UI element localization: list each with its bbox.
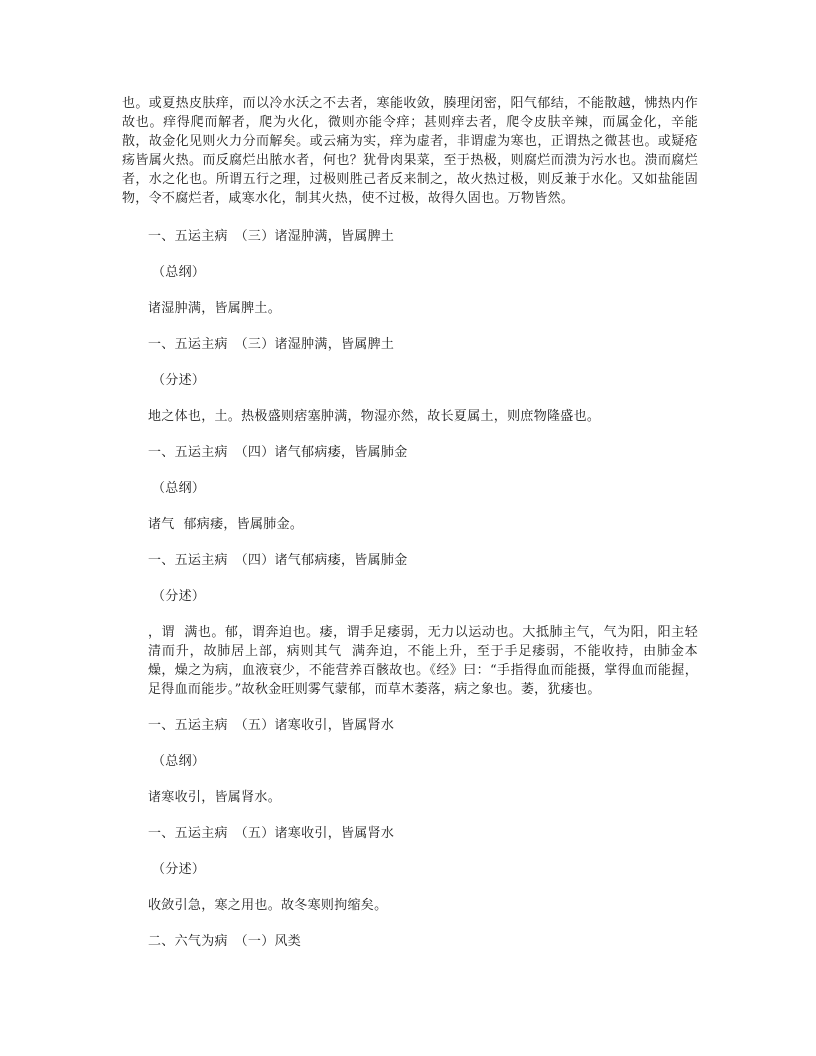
subheading-detail: （分述） bbox=[152, 862, 206, 877]
section-heading: 二、六气为病 （一）风类 bbox=[148, 934, 302, 949]
section-heading: 一、五运主病 （四）诸气郁病痿，皆属肺金 bbox=[148, 553, 408, 568]
section-text: 诸气 郁病痿，皆属肺金。 bbox=[148, 517, 304, 532]
section-heading: 一、五运主病 （三）诸湿肿满，皆属脾土 bbox=[148, 229, 395, 244]
section-text: 诸寒收引，皆属肾水。 bbox=[148, 790, 282, 805]
section-heading: 一、五运主病 （四）诸气郁病痿，皆属肺金 bbox=[148, 445, 408, 460]
subheading-general: （总纲） bbox=[152, 481, 206, 496]
subheading-general: （总纲） bbox=[152, 265, 206, 280]
subheading-detail: （分述） bbox=[152, 373, 206, 388]
paragraph-itch-heat: 也。或夏热皮肤痒，而以冷水沃之不去者，寒能收敛，腠理闭密，阳气郁结，不能散越，怫热内作故也。痒得爬而解者，爬为火化，微则亦能令痒；甚则痒去者，爬令皮肤辛辣，而属金化，辛能散，故金化见则火力分而解矣。或云痛为实，痒为虚者，非谓虚为寒也，正谓热之微甚也。或疑疮疡皆属火热。而反腐烂出脓水者，何也？犹骨肉果菜，至于热极，则腐烂而溃为污水也。溃而腐烂者，水之化也。所谓五行之理，过极则胜己者反来制之，故火热过极，则反兼于水化。又如盐能固物，令不腐烂者，咸寒水化，制其火热，使不过极，故得久固也。万物皆然。 bbox=[122, 96, 698, 206]
section-heading: 一、五运主病 （三）诸湿肿满，皆属脾土 bbox=[148, 337, 395, 352]
section-text: 地之体也，土。热极盛则痞塞肿满，物湿亦然，故长夏属土，则庶物隆盛也。 bbox=[148, 409, 601, 424]
section-text: 诸湿肿满，皆属脾土。 bbox=[148, 301, 282, 316]
paragraph-lung-metal: ，谓 满也。郁，谓奔迫也。痿，谓手足痿弱，无力以运动也。大抵肺主气，气为阳，阳主轻清而升，故肺居上部，病则其气 满奔迫，不能上升，至于手足痿弱，不能收持，由肺金本燥，燥之为病，血液衰少，不能营养百骸故也。《经》曰：“手指得血而能摄，掌得血而能握，足得血而能步。”故秋金旺则雾气蒙郁，而草木萎落，病之象也。萎，犹痿也。 bbox=[148, 625, 698, 697]
subheading-detail: （分述） bbox=[152, 589, 206, 604]
section-heading: 一、五运主病 （五）诸寒收引，皆属肾水 bbox=[148, 718, 395, 733]
subheading-general: （总纲） bbox=[152, 754, 206, 769]
section-text: 收敛引急，寒之用也。故冬寒则拘缩矣。 bbox=[148, 898, 388, 913]
document-page bbox=[122, 94, 698, 951]
section-heading: 一、五运主病 （五）诸寒收引，皆属肾水 bbox=[148, 826, 395, 841]
